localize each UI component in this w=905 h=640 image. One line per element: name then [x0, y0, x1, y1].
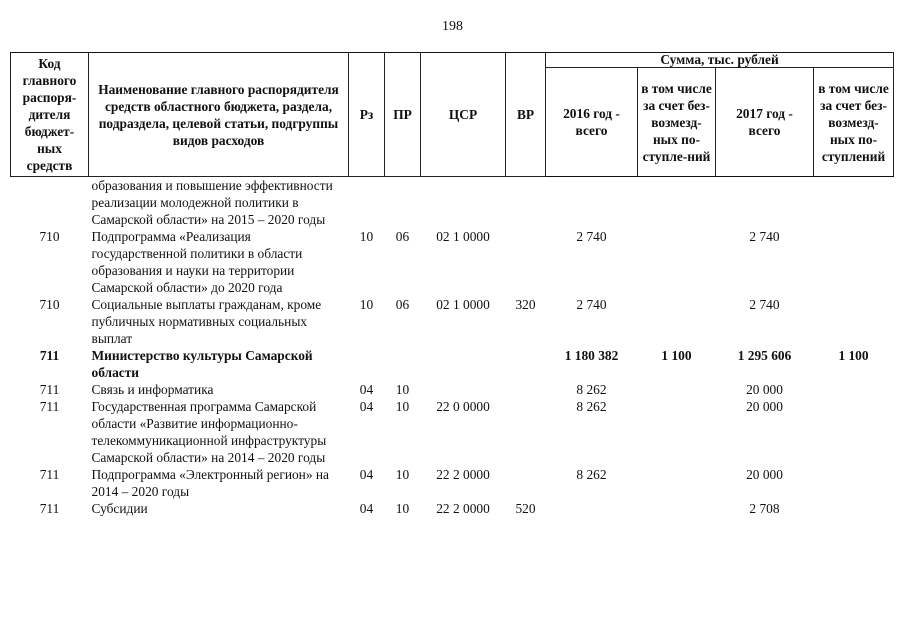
row-2017-gratis: [814, 177, 894, 229]
row-code: 710: [39, 229, 60, 244]
row-rz: 04: [359, 467, 374, 482]
row-2016-gratis: [638, 296, 716, 347]
header-csr: ЦСР: [421, 53, 506, 177]
row-vr: [506, 466, 546, 500]
row-pr: 10: [395, 382, 410, 397]
row-2017-total: 20 000: [746, 467, 783, 482]
row-2017-total: 2 708: [749, 501, 780, 516]
header-2016-gratis: в том числе за счет без-возмезд-ных по-ступле-ний: [638, 68, 716, 177]
row-2016-total: 2 740: [576, 297, 607, 312]
row-2016-total: 8 262: [576, 382, 607, 397]
row-code: 711: [39, 399, 60, 414]
row-name: Министерство культуры Самарской области: [91, 348, 313, 380]
header-2017-total: 2017 год - всего: [716, 68, 814, 177]
row-2016-gratis: [638, 398, 716, 466]
row-code: 711: [39, 348, 60, 363]
row-name: Государственная программа Самарской области «Развитие информационно-телекоммуникационной инфраструктуры Самарской области» на 2014 – 2020 годы: [91, 399, 327, 465]
budget-table: [10, 52, 894, 517]
row-2017-total: 1 295 606: [737, 348, 792, 363]
row-name: Социальные выплаты гражданам, кроме публичных нормативных социальных выплат: [91, 297, 322, 346]
row-rz: [349, 347, 385, 381]
header-rz: Рз: [349, 53, 385, 177]
row-vr: 520: [515, 501, 536, 516]
row-2016-gratis: [638, 228, 716, 296]
row-2017-total: 20 000: [746, 399, 783, 414]
row-pr: 06: [395, 297, 410, 312]
table-row: [11, 398, 894, 466]
row-pr: 10: [395, 399, 410, 414]
row-2016-gratis: [638, 466, 716, 500]
header-2016-total: 2016 год - всего: [546, 68, 638, 177]
row-rz: 10: [359, 297, 374, 312]
row-2016-total: 8 262: [576, 467, 607, 482]
header-sum-group: Сумма, тыс. рублей: [546, 53, 894, 68]
row-2016-gratis: [638, 381, 716, 398]
row-code: 710: [39, 297, 60, 312]
row-csr: 22 0 0000: [436, 399, 490, 414]
row-code: 711: [39, 467, 60, 482]
row-2017-total: [716, 177, 814, 229]
row-2016-gratis: [638, 500, 716, 517]
row-code: 711: [39, 382, 60, 397]
table-row: [11, 296, 894, 347]
row-vr: 320: [515, 297, 536, 312]
row-rz: [349, 177, 385, 229]
row-vr: [506, 177, 546, 229]
row-name: образования и повышение эффективности реализации молодежной политики в Самарской области» на 2015 – 2020 годы: [91, 178, 333, 227]
row-vr: [506, 398, 546, 466]
header-name: Наименование главного распорядителя средств областного бюджета, раздела, подраздела, целевой статьи, подгруппы видов расходов: [89, 53, 349, 177]
header-vr: ВР: [506, 53, 546, 177]
header-code: Код главного распоря-дителя бюджет-ных средств: [11, 53, 89, 177]
row-name: Подпрограмма «Реализация государственной политики в области образования и науки на территории Самарской области» до 2020 года: [91, 229, 303, 295]
row-csr: 02 1 0000: [436, 229, 490, 244]
row-vr: [506, 228, 546, 296]
row-pr: 06: [395, 229, 410, 244]
row-rz: 04: [359, 501, 374, 516]
row-2017-gratis: 1 100: [838, 348, 869, 363]
row-csr: [421, 177, 506, 229]
row-2017-gratis: [814, 500, 894, 517]
row-rz: 04: [359, 382, 374, 397]
page-number: 198: [442, 19, 463, 34]
row-vr: [506, 381, 546, 398]
header-2017-gratis: в том числе за счет без-возмезд-ных по-ступлений: [814, 68, 894, 177]
row-csr: 02 1 0000: [436, 297, 490, 312]
row-2016-total: [546, 177, 638, 229]
row-vr: [506, 347, 546, 381]
row-2016-total: 2 740: [576, 229, 607, 244]
row-pr: 10: [395, 467, 410, 482]
row-rz: 04: [359, 399, 374, 414]
row-rz: 10: [359, 229, 374, 244]
row-2016-total: 1 180 382: [564, 348, 619, 363]
row-2017-gratis: [814, 228, 894, 296]
table-row: [11, 347, 894, 381]
row-code: 711: [39, 501, 60, 516]
row-2017-total: 2 740: [749, 229, 780, 244]
row-pr: [385, 347, 421, 381]
row-pr: [385, 177, 421, 229]
row-name: Связь и информатика: [91, 382, 214, 397]
row-name: Подпрограмма «Электронный регион» на 2014 – 2020 годы: [91, 467, 330, 499]
row-2017-gratis: [814, 466, 894, 500]
row-2016-total: [546, 500, 638, 517]
row-csr: [421, 381, 506, 398]
row-2016-gratis: 1 100: [661, 348, 692, 363]
table-row: [11, 466, 894, 500]
row-2016-gratis: [638, 177, 716, 229]
table-row: [11, 381, 894, 398]
row-csr: 22 2 0000: [436, 467, 490, 482]
row-2016-total: 8 262: [576, 399, 607, 414]
table-row: [11, 500, 894, 517]
table-header: [11, 53, 894, 177]
table-body: [11, 177, 894, 518]
row-csr: [421, 347, 506, 381]
row-2017-total: 2 740: [749, 297, 780, 312]
row-code: [11, 177, 89, 229]
table-row: [11, 228, 894, 296]
row-csr: 22 2 0000: [436, 501, 490, 516]
header-pr: ПР: [385, 53, 421, 177]
row-name: Субсидии: [91, 501, 148, 516]
table-row: [11, 177, 894, 229]
row-2017-gratis: [814, 398, 894, 466]
row-pr: 10: [395, 501, 410, 516]
row-2017-total: 20 000: [746, 382, 783, 397]
row-2017-gratis: [814, 381, 894, 398]
row-2017-gratis: [814, 296, 894, 347]
